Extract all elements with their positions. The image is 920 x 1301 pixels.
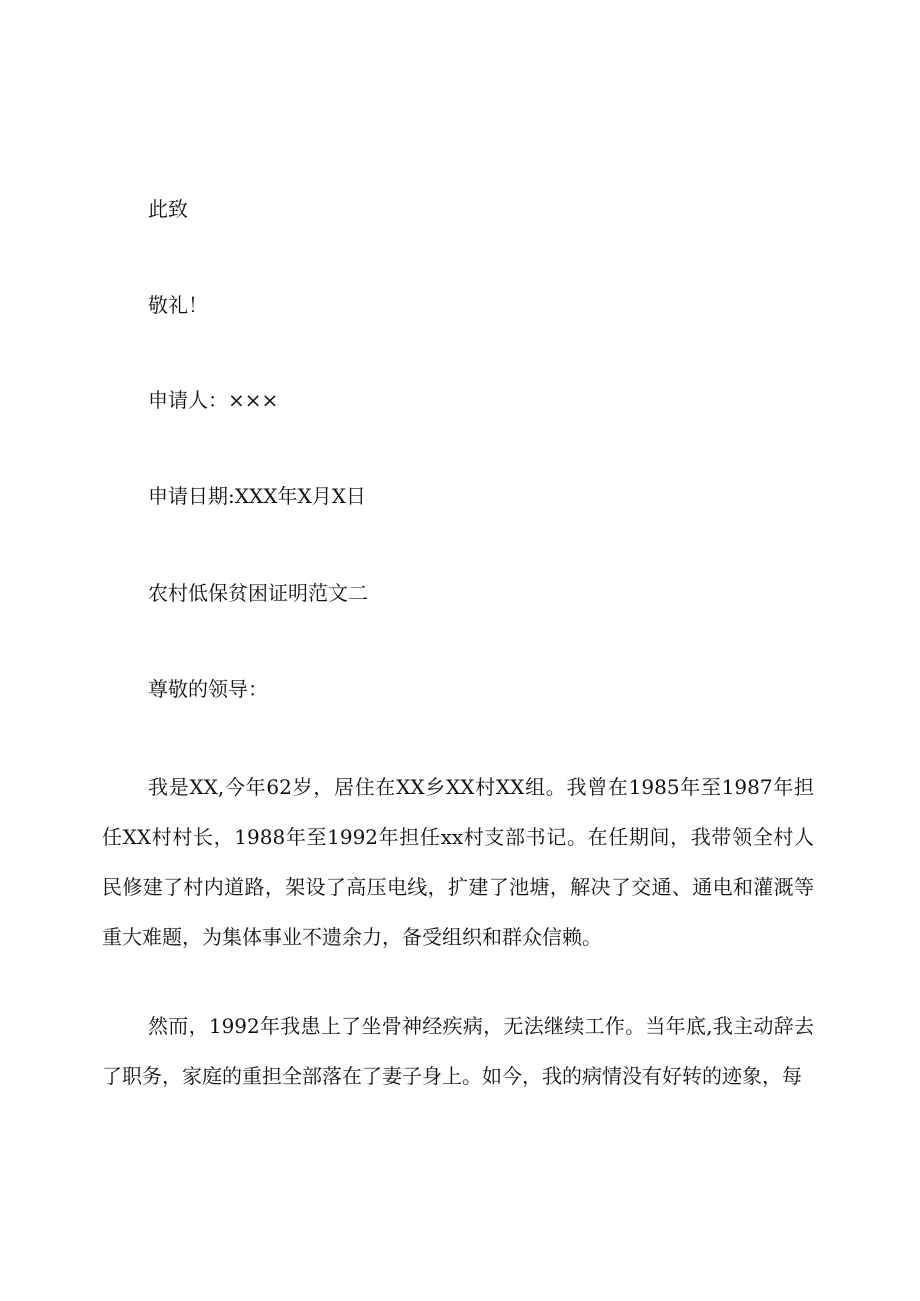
body-paragraph: 然而，1992年我患上了坐骨神经疾病，无法继续工作。当年底,我主动辞去了职务，家庭的重担全部落在了妻子身上。如今，我的病情没有好转的迹象，每: [102, 1014, 814, 1088]
greeting-line: 尊敬的领导：: [148, 677, 268, 701]
letter-salute: 敬礼！: [148, 293, 208, 317]
letter-closing: 此致: [148, 197, 188, 221]
application-date-line: 申请日期:XXX年X月X日: [148, 484, 366, 508]
applicant-line: 申请人：×××: [148, 388, 279, 412]
body-paragraph: 我是XX,今年62岁，居住在XX乡XX村XX组。我曾在1985年至1987年担任XX村村长，1988年至1992年担任xx村支部书记。在任期间，我带领全村人民修建了村内道路，架设了高压电线，扩建了池塘，解决了交通、通电和灌溉等重大难题，为集体事业不遗余力，备受组织和群众信赖。: [102, 775, 814, 949]
section-title: 农村低保贫困证明范文二: [148, 581, 368, 605]
